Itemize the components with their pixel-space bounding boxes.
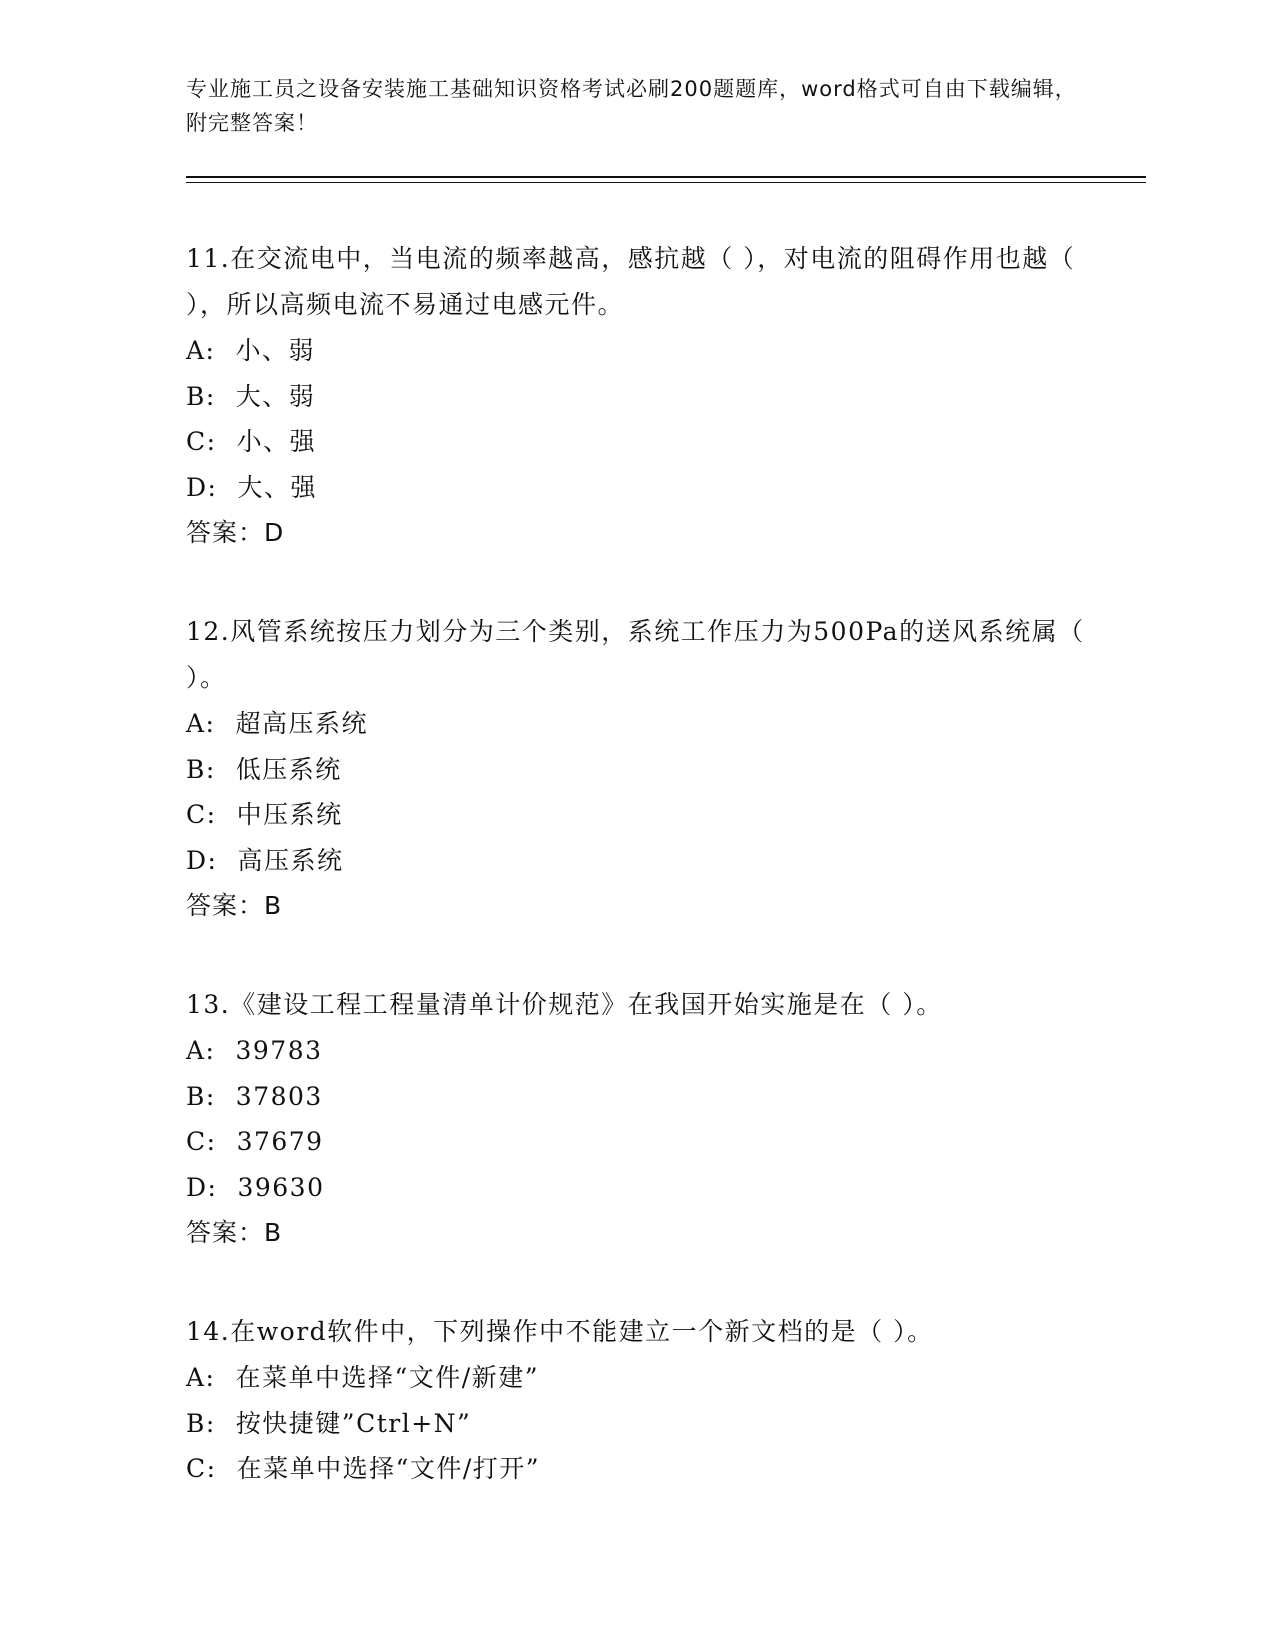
answer-line: 答案：B (186, 1218, 283, 1247)
option-letter: B: (186, 1408, 216, 1438)
option-text: 大、弱 (235, 381, 316, 411)
option-a (186, 1028, 1086, 1074)
option-letter: D: (186, 845, 218, 875)
question-text: 12.风管系统按压力划分为三个类别，系统工作压力为500Pa的送风系统属（ ）。 (186, 617, 1085, 692)
option-d (186, 1165, 1086, 1211)
question-text: 13.《建设工程工程量清单计价规范》在我国开始实施是在（ ）。 (186, 990, 943, 1019)
option-letter: C: (186, 1127, 217, 1156)
option-text: 高压系统 (237, 845, 344, 875)
question-text: 11.在交流电中，当电流的频率越高，感抗越（ ），对电流的阻碍作用也越（ ），所以高频电流不易通过电感元件。 (186, 244, 1076, 319)
question-11 (186, 236, 1086, 556)
answer-line: 答案：D (186, 518, 285, 547)
option-c (186, 419, 1086, 465)
option-text: 小、强 (236, 427, 317, 456)
option-a (186, 1355, 1086, 1401)
option-letter: C: (186, 1454, 217, 1483)
document-header: 专业施工员之设备安装施工基础知识资格考试必刷200题题库，word格式可自由下载编辑，附完整答案！ (186, 77, 1077, 135)
option-text: 37679 (236, 1127, 324, 1156)
answer-line: 答案：B (186, 891, 283, 920)
option-letter: D: (186, 1172, 218, 1202)
option-b (186, 1401, 1086, 1447)
option-b (186, 1074, 1086, 1120)
option-text: 在菜单中选择“文件/打开” (236, 1454, 541, 1483)
option-letter: A: (186, 336, 216, 365)
option-c (186, 1446, 1086, 1492)
option-d (186, 465, 1086, 511)
option-letter: D: (186, 472, 218, 502)
option-text: 超高压系统 (235, 709, 368, 738)
option-c (186, 1119, 1086, 1165)
question-14 (186, 1309, 1086, 1492)
option-letter: B: (186, 381, 216, 411)
option-d (186, 838, 1086, 884)
option-letter: B: (186, 1081, 216, 1111)
option-letter: B: (186, 754, 216, 784)
header-rule-thin (186, 182, 1146, 183)
option-letter: A: (186, 1363, 216, 1392)
question-13 (186, 982, 1086, 1256)
question-list (186, 236, 1086, 1545)
option-b (186, 374, 1086, 420)
header-rule-thick (186, 176, 1146, 178)
option-text: 低压系统 (235, 754, 342, 784)
question-12 (186, 609, 1086, 929)
option-b (186, 747, 1086, 793)
option-letter: C: (186, 800, 217, 829)
option-text: 中压系统 (236, 800, 343, 829)
option-text: 小、弱 (235, 336, 315, 365)
option-letter: C: (186, 427, 217, 456)
option-a (186, 328, 1086, 374)
option-text: 39630 (237, 1172, 325, 1202)
option-text: 39783 (235, 1036, 323, 1065)
option-letter: A: (186, 1036, 216, 1065)
option-letter: A: (186, 709, 216, 738)
option-text: 大、强 (237, 472, 317, 502)
question-text: 14.在word软件中，下列操作中不能建立一个新文档的是（ ）。 (186, 1317, 934, 1346)
option-text: 按快捷键”Ctrl+N” (235, 1408, 472, 1438)
option-text: 37803 (235, 1081, 323, 1111)
option-a (186, 701, 1086, 747)
option-c (186, 792, 1086, 838)
option-text: 在菜单中选择“文件/新建” (235, 1363, 539, 1392)
